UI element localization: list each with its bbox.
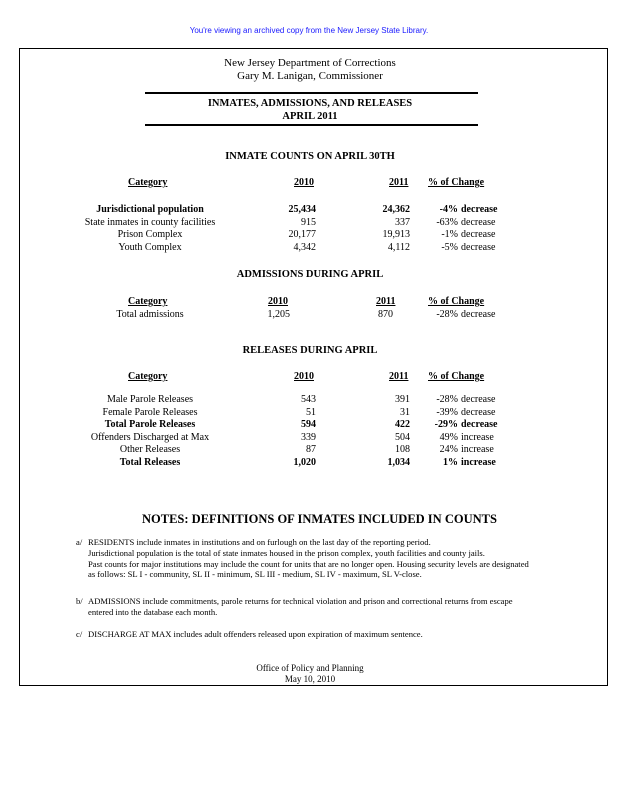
table-row (0, 204, 618, 216)
column-category: Category (128, 371, 168, 382)
value-2010: 915 (301, 216, 316, 228)
change-direction: increase (461, 444, 494, 455)
pct-change: -28% (436, 309, 458, 320)
note-line: as follows: SL I - community, SL II - minimum, SL III - medium, SL IV - maximum, SL V-close. (88, 569, 422, 580)
table-row (0, 444, 618, 456)
value-2010: 20,177 (288, 229, 316, 240)
releases-header (0, 371, 618, 383)
column-2011: 2011 (389, 177, 409, 188)
row-label: Offenders Discharged at Max (90, 431, 210, 443)
footer-date: May 10, 2010 (284, 674, 336, 684)
column-category: Category (128, 296, 168, 307)
row-label: Prison Complex (117, 229, 183, 240)
pct-change: -1% (441, 229, 458, 240)
change-direction: increase (461, 431, 494, 443)
table-row (0, 309, 618, 321)
table-row (0, 242, 618, 254)
value-2011: 1,034 (387, 456, 410, 468)
table-row (0, 229, 618, 241)
note-c-text (88, 629, 423, 640)
header-bottom-rule (145, 124, 478, 126)
table-row (0, 457, 618, 469)
row-label: Female Parole Releases (102, 406, 198, 418)
column-pct-change: % of Change (428, 296, 485, 307)
inmate-counts-title: INMATE COUNTS ON APRIL 30TH (225, 151, 395, 162)
row-label: Other Releases (119, 444, 181, 455)
value-2010: 25,434 (288, 204, 316, 215)
change-direction: increase (461, 456, 496, 468)
value-2010: 1,205 (267, 309, 290, 320)
pct-change: -28% (436, 394, 458, 405)
note-line: Past counts for major institutions may include the count for units that are no longer open. Housing security levels are designated (88, 558, 529, 569)
change-direction: decrease (461, 419, 498, 430)
admissions-title: ADMISSIONS DURING APRIL (236, 269, 384, 280)
value-2011: 31 (400, 406, 410, 418)
admissions-header (0, 296, 618, 308)
note-a-marker: a/ (76, 537, 83, 547)
note-line: entered into the database each month. (88, 606, 218, 617)
table-row (0, 432, 618, 444)
value-2011: 108 (395, 444, 410, 455)
value-2010: 4,342 (293, 241, 316, 253)
row-label: Total Releases (119, 456, 181, 468)
pct-change: -29% (434, 419, 458, 430)
value-2010: 339 (301, 431, 316, 443)
change-direction: decrease (461, 229, 496, 240)
value-2011: 19,913 (382, 229, 410, 240)
row-label: Youth Complex (118, 241, 182, 253)
table-row (0, 394, 618, 406)
column-pct-change: % of Change (428, 371, 485, 382)
inmate-counts-header (0, 177, 618, 189)
value-2011: 391 (395, 394, 410, 405)
note-b-text (88, 596, 513, 618)
report-title: INMATES, ADMISSIONS, AND RELEASES (207, 98, 413, 109)
note-b-marker: b/ (76, 596, 83, 606)
change-direction: decrease (461, 394, 496, 405)
value-2011: 4,112 (387, 241, 410, 253)
column-2011: 2011 (376, 296, 396, 307)
column-category: Category (128, 177, 168, 188)
column-2010: 2010 (294, 371, 314, 382)
note-line: ADMISSIONS include commitments, parole returns for technical violation and prison and correctional returns from escape (88, 596, 513, 606)
column-2010: 2010 (294, 177, 314, 188)
note-line: Jurisdictional population is the total of state inmates housed in the prison complex, youth facilities and county jails. (88, 547, 485, 558)
pct-change: -5% (441, 241, 458, 253)
change-direction: decrease (461, 204, 498, 215)
report-page (19, 48, 608, 686)
note-line: DISCHARGE AT MAX includes adult offenders released upon expiration of maximum sentence. (88, 629, 423, 639)
row-label: Jurisdictional population (96, 204, 204, 215)
value-2011: 422 (395, 419, 410, 430)
column-2010: 2010 (268, 296, 288, 307)
column-pct-change: % of Change (428, 177, 485, 188)
value-2010: 1,020 (293, 456, 316, 468)
table-row (0, 419, 618, 431)
value-2011: 24,362 (382, 204, 410, 215)
pct-change: -63% (436, 216, 458, 228)
pct-change: 49% (439, 431, 458, 443)
pct-change: 24% (439, 444, 458, 455)
footer-office: Office of Policy and Planning (256, 663, 364, 673)
department-name: New Jersey Department of Corrections (224, 57, 396, 69)
row-label: State inmates in county facilities (84, 216, 216, 228)
row-label: Total Parole Releases (104, 419, 196, 430)
table-row (0, 407, 618, 419)
pct-change: 1% (443, 456, 458, 468)
table-row (0, 217, 618, 229)
note-line: RESIDENTS include inmates in institutions and on furlough on the last day of the reporting period. (88, 537, 431, 547)
releases-title: RELEASES DURING APRIL (242, 345, 378, 356)
header-top-rule (145, 92, 478, 94)
change-direction: decrease (461, 241, 496, 253)
column-2011: 2011 (389, 371, 409, 382)
archive-banner: You're viewing an archived copy from the New Jersey State Library. (189, 26, 429, 35)
pct-change: -4% (439, 204, 458, 215)
report-period: APRIL 2011 (282, 111, 338, 122)
notes-title: NOTES: DEFINITIONS OF INMATES INCLUDED IN COUNTS (142, 512, 497, 526)
value-2010: 87 (306, 444, 316, 455)
value-2010: 543 (301, 394, 316, 405)
value-2010: 594 (301, 419, 316, 430)
row-label: Total admissions (116, 309, 184, 320)
value-2010: 51 (306, 406, 316, 418)
change-direction: decrease (461, 309, 496, 320)
change-direction: decrease (461, 406, 496, 418)
value-2011: 337 (395, 216, 410, 228)
commissioner-name: Gary M. Lanigan, Commissioner (237, 70, 383, 82)
note-a-text (88, 537, 529, 580)
value-2011: 504 (395, 431, 410, 443)
row-label: Male Parole Releases (106, 394, 194, 405)
change-direction: decrease (461, 216, 496, 228)
note-c-marker: c/ (76, 629, 83, 639)
pct-change: -39% (436, 406, 458, 418)
value-2011: 870 (378, 309, 393, 320)
